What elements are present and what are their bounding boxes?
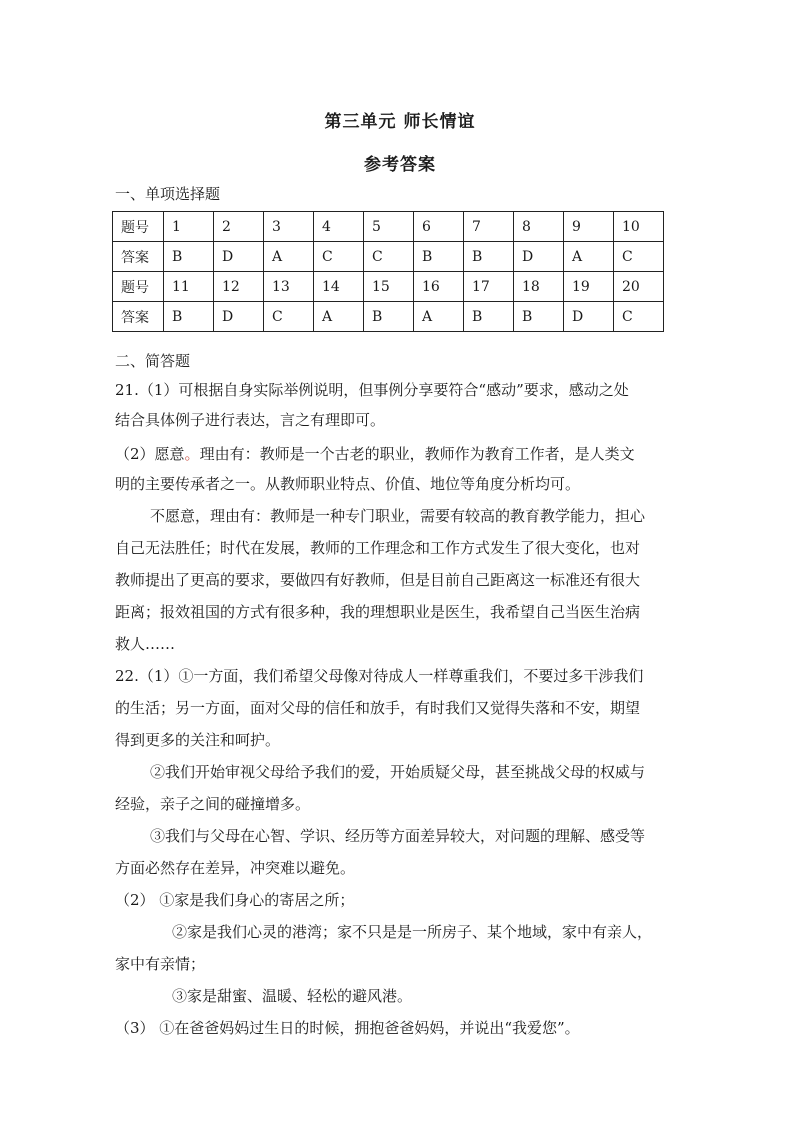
answer-text: 。 xyxy=(184,445,200,463)
table-row xyxy=(113,272,664,302)
answer-text: （2）愿意 xyxy=(115,445,185,463)
table-cell: 19 xyxy=(564,272,614,302)
answer-line: 的生活；另一方面，面对父母的信任和放手，有时我们又觉得失落和不安，期望 xyxy=(115,699,641,717)
table-cell: 10 xyxy=(614,212,664,242)
table-cell: 17 xyxy=(464,272,514,302)
section-heading-short-answer: 二、简答题 xyxy=(115,352,191,370)
table-cell: B xyxy=(364,302,414,332)
section-heading-multiple-choice: 一、单项选择题 xyxy=(115,185,221,203)
table-cell: D xyxy=(514,242,564,272)
table-cell: D xyxy=(564,302,614,332)
table-cell: 13 xyxy=(264,272,314,302)
table-cell: B xyxy=(164,302,214,332)
table-cell: C xyxy=(264,302,314,332)
table-row-label: 题号 xyxy=(113,272,164,302)
table-row xyxy=(113,242,664,272)
table-cell: C xyxy=(614,302,664,332)
table-cell: A xyxy=(564,242,614,272)
table-cell: B xyxy=(164,242,214,272)
answer-line: 21.（1）可根据自身实际举例说明，但事例分享要符合“感动”要求，感动之处 xyxy=(115,381,629,399)
table-cell: 20 xyxy=(614,272,664,302)
table-cell: C xyxy=(614,242,664,272)
answer-line: ③我们与父母在心智、学识、经历等方面差异较大，对问题的理解、感受等 xyxy=(150,827,646,845)
table-cell: 14 xyxy=(314,272,364,302)
answer-line xyxy=(115,444,635,464)
table-row-label: 答案 xyxy=(113,302,164,332)
table-cell: 11 xyxy=(164,272,214,302)
table-cell: D xyxy=(214,302,264,332)
answer-line: 方面必然存在差异，冲突难以避免。 xyxy=(115,859,356,877)
table-cell: B xyxy=(464,302,514,332)
table-cell: B xyxy=(414,242,464,272)
answer-line: 22.（1）①一方面，我们希望父母像对待成人一样尊重我们，不要过多干涉我们 xyxy=(115,667,644,685)
table-cell: A xyxy=(264,242,314,272)
answer-table xyxy=(112,211,664,332)
table-cell: D xyxy=(214,242,264,272)
table-cell: 18 xyxy=(514,272,564,302)
table-cell: 8 xyxy=(514,212,564,242)
table-cell: 9 xyxy=(564,212,614,242)
table-cell: C xyxy=(314,242,364,272)
table-cell: 12 xyxy=(214,272,264,302)
answer-line: 距离；报效祖国的方式有很多种，我的理想职业是医生，我希望自己当医生治病 xyxy=(115,603,641,621)
table-cell: B xyxy=(514,302,564,332)
answer-line: 救人…… xyxy=(115,635,176,653)
answer-line: 得到更多的关注和呵护。 xyxy=(115,731,281,749)
table-cell: 6 xyxy=(414,212,464,242)
answer-line: 不愿意，理由有：教师是一种专门职业，需要有较高的教育教学能力，担心 xyxy=(150,507,646,525)
table-cell: 3 xyxy=(264,212,314,242)
table-cell: C xyxy=(364,242,414,272)
answer-line: 结合具体例子进行表达，言之有理即可。 xyxy=(115,411,386,429)
table-cell: 5 xyxy=(364,212,414,242)
table-cell: 16 xyxy=(414,272,464,302)
table-cell: 15 xyxy=(364,272,414,302)
answer-line: 明的主要传承者之一。从教师职业特点、价值、地位等角度分析均可。 xyxy=(115,475,581,493)
table-row xyxy=(113,212,664,242)
answer-line: 经验，亲子之间的碰撞增多。 xyxy=(115,795,311,813)
table-cell: 7 xyxy=(464,212,514,242)
table-row xyxy=(113,302,664,332)
table-cell: 4 xyxy=(314,212,364,242)
table-cell: A xyxy=(414,302,464,332)
answer-line: ③家是甜蜜、温暖、轻松的避风港。 xyxy=(172,987,413,1005)
answer-line: ②家是我们心灵的港湾；家不只是是一所房子、某个地域，家中有亲人， xyxy=(172,923,653,941)
table-cell: A xyxy=(314,302,364,332)
answer-line: 自己无法胜任；时代在发展，教师的工作理念和工作方式发生了很大变化，也对 xyxy=(115,539,641,557)
table-cell: B xyxy=(464,242,514,272)
table-row-label: 题号 xyxy=(113,212,164,242)
answer-line: 家中有亲情； xyxy=(115,955,206,973)
answer-line: ②我们开始审视父母给予我们的爱，开始质疑父母，甚至挑战父母的权威与 xyxy=(150,763,646,781)
table-cell: 2 xyxy=(214,212,264,242)
answer-line: 教师提出了更高的要求，要做四有好教师，但是目前自己距离这一标准还有很大 xyxy=(115,571,641,589)
document-title: 第三单元 师长情谊 xyxy=(324,112,476,132)
answer-line: （3） ①在爸爸妈妈过生日的时候，拥抱爸爸妈妈，并说出“我爱您”。 xyxy=(115,1019,580,1037)
document-subtitle: 参考答案 xyxy=(364,155,436,175)
table-row-label: 答案 xyxy=(113,242,164,272)
answer-line: （2） ①家是我们身心的寄居之所； xyxy=(115,891,355,909)
answer-text: 理由有：教师是一个古老的职业，教师作为教育工作者，是人类文 xyxy=(199,445,635,463)
table-cell: 1 xyxy=(164,212,214,242)
